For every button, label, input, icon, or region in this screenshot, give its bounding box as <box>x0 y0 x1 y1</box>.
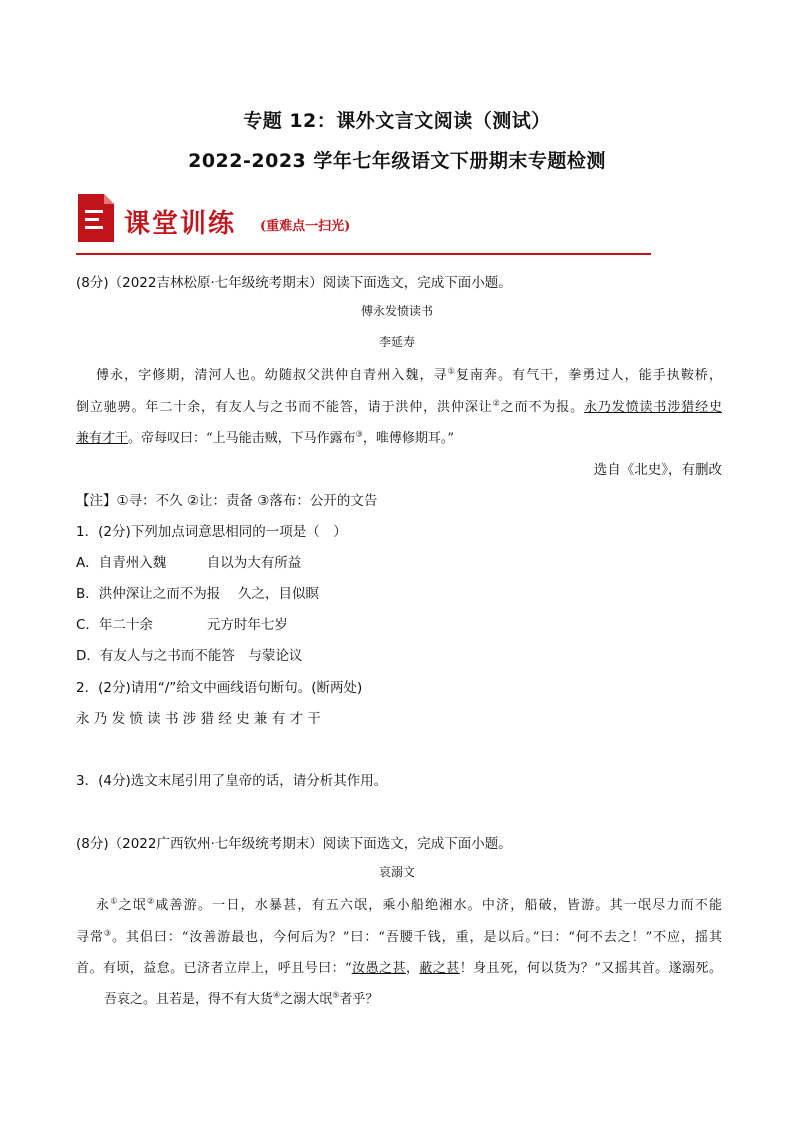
passage1-line1: 傅永，字修期，清河人也。幼随叔父洪仲自青州入魏，寻①复南奔。有气干，拳勇过人，能手执鞍桥， <box>96 366 722 383</box>
page-subtitle: 2022-2023 学年七年级语文下册期末专题检测 <box>188 150 606 172</box>
question-2-sentence: 永 乃 发 愤 读 书 涉 猎 经 史 兼 有 才 干 <box>76 711 321 727</box>
question-1: 1．(2分)下列加点词意思相同的一项是（ ） <box>76 524 347 540</box>
passage1-title: 傅永发愤读书 <box>360 304 433 318</box>
passage2-intro: (8分)（2022广西钦州·七年级统考期末）阅读下面选文，完成下面小题。 <box>76 836 512 852</box>
question-3: 3．(4分)选文末尾引用了皇帝的话，请分析其作用。 <box>76 773 388 789</box>
passage2-line3: 首。有顷，益怠。已济者立岸上，呼且号曰：“汝愚之甚，蔽之甚！身且死，何以货为？”又摇其首。遂溺死。 <box>76 961 722 976</box>
option-d: D．有友人与之书而不能答 与蒙论议 <box>76 648 303 664</box>
underlined-phrase-1: 汝愚之甚 <box>351 961 406 976</box>
option-a: A．自青州入魏 自以为大有所益 <box>76 555 302 571</box>
banner-subheading: (重难点一扫光) <box>260 219 351 234</box>
passage1-source: 选自《北史》，有删改 <box>593 462 722 478</box>
document-icon <box>76 192 116 244</box>
passage1-line2: 倒立驰骋。年二十余，有友人与之书而不能答，请于洪仲，洪仲深让②之而不为报。永乃发愤读书涉猎经史 <box>76 398 722 415</box>
option-c: C．年二十余 元方时年七岁 <box>76 617 288 633</box>
section-banner <box>76 192 651 258</box>
option-b: B．洪仲深让之而不为报 久之，目似瞑 <box>76 586 320 602</box>
passage2-title: 哀溺文 <box>378 865 415 879</box>
question-2: 2．(2分)请用“/”给文中画线语句断句。(断两处) <box>76 680 363 696</box>
underlined-sentence-end: 兼有才干 <box>76 431 129 446</box>
passage1-line3: 兼有才干。帝每叹曰：“上马能击贼，下马作露布③，唯傅修期耳。” <box>76 429 454 446</box>
underlined-phrase-2: 蔽之甚 <box>419 961 460 976</box>
passage1-notes: 【注】①寻：不久 ②让：责备 ③落布：公开的文告 <box>76 493 378 509</box>
banner-heading: 课堂训练 <box>124 209 237 239</box>
passage2-line2: 寻常③。其侣曰：“汝善游最也，今何后为？”曰：“吾腰千钱，重，是以后。”曰：“何不去之！”不应，摇其 <box>76 928 722 945</box>
passage2-line4: 吾哀之。且若是，得不有大货④之溺大氓⑤者乎？ <box>104 990 379 1007</box>
banner-rule <box>76 253 651 255</box>
underlined-sentence: 永乃发愤读书涉猎经史 <box>584 400 722 415</box>
passage2-line1: 永①之氓②咸善游。一日，水暴甚，有五六氓，乘小船绝湘水。中济，船破，皆游。其一氓尽力而不能 <box>96 896 722 913</box>
passage1-intro: (8分)（2022吉林松原·七年级统考期末）阅读下面选文，完成下面小题。 <box>76 275 512 291</box>
page-title: 专题 12：课外文言文阅读（测试） <box>243 110 551 132</box>
passage1-author: 李延寿 <box>378 335 415 349</box>
